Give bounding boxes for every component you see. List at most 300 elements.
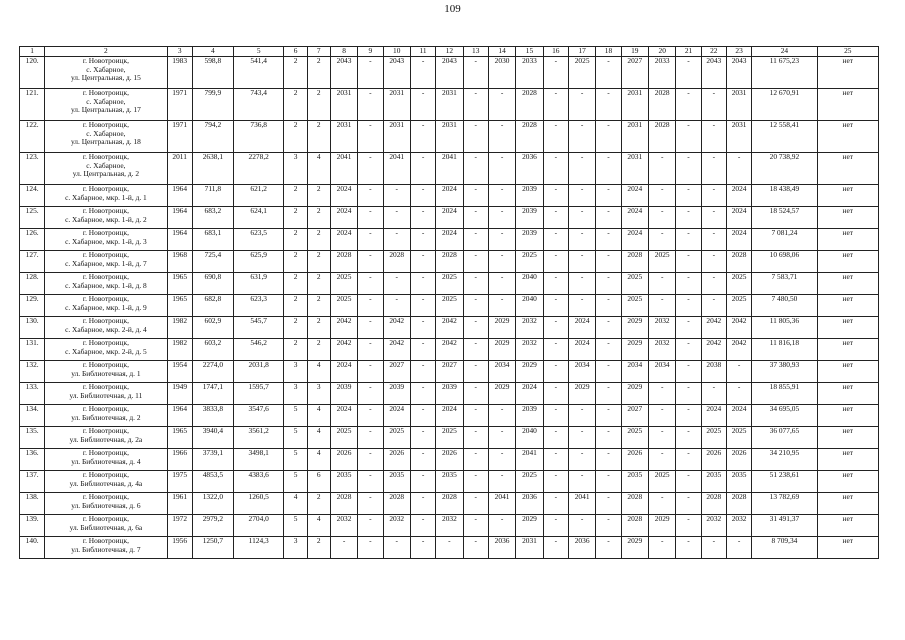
value-cell: 2042: [330, 317, 357, 339]
address-cell: г. Новотроицк, с. Хабарное, мкр. 1-й, д. 8: [45, 273, 167, 295]
value-cell: -: [568, 405, 595, 427]
area-cell: 2638,1: [192, 153, 233, 185]
value-cell: 5: [284, 515, 307, 537]
value-cell: -: [596, 121, 621, 153]
value-cell: 2024: [568, 317, 595, 339]
value-cell: -: [568, 121, 595, 153]
area-cell: 690,8: [192, 273, 233, 295]
value-cell: 2032: [701, 515, 726, 537]
value-cell: -: [410, 121, 435, 153]
column-number-10: 10: [383, 47, 410, 57]
value-cell: -: [543, 427, 568, 449]
cost-cell: 11 805,36: [752, 317, 817, 339]
cost-cell: 34 695,05: [752, 405, 817, 427]
value-cell: -: [701, 121, 726, 153]
value-cell: -: [358, 251, 383, 273]
table-row: [20, 185, 879, 207]
value-cell: 2041: [568, 493, 595, 515]
value-cell: -: [383, 207, 410, 229]
value-cell: 2024: [436, 207, 463, 229]
area-cell: 794,2: [192, 121, 233, 153]
cost-cell: 10 698,06: [752, 251, 817, 273]
value-cell: 2: [307, 493, 330, 515]
value-cell: 2024: [436, 229, 463, 251]
value-cell: -: [488, 405, 515, 427]
value-cell: -: [358, 361, 383, 383]
value-cell: -: [568, 207, 595, 229]
column-number-4: 4: [192, 47, 233, 57]
value-cell: 2: [284, 229, 307, 251]
value-cell: -: [726, 383, 751, 405]
value-cell: -: [463, 57, 488, 89]
value-cell: 6: [307, 471, 330, 493]
value-cell: -: [649, 383, 676, 405]
value-cell: 2028: [649, 89, 676, 121]
address-cell: г. Новотроицк, ул. Библиотечная, д. 7: [45, 537, 167, 559]
status-cell: нет: [817, 121, 878, 153]
value-cell: 2025: [568, 57, 595, 89]
address-cell: г. Новотроицк, с. Хабарное, мкр. 1-й, д. 1: [45, 185, 167, 207]
value-cell: 2034: [568, 361, 595, 383]
address-cell: г. Новотроицк, с. Хабарное, мкр. 2-й, д. 4: [45, 317, 167, 339]
value-cell: 2025: [330, 295, 357, 317]
value-cell: -: [543, 493, 568, 515]
value-cell: -: [676, 153, 701, 185]
value-cell: 2: [307, 229, 330, 251]
value-cell: 1966: [167, 449, 192, 471]
value-cell: 2036: [516, 493, 543, 515]
value-cell: 2029: [649, 515, 676, 537]
value-cell: 2039: [516, 207, 543, 229]
value-cell: -: [358, 229, 383, 251]
value-cell: -: [676, 185, 701, 207]
value-cell: -: [701, 383, 726, 405]
value-cell: 4: [307, 515, 330, 537]
value-cell: 2034: [488, 361, 515, 383]
value-cell: -: [488, 471, 515, 493]
value-cell: 2025: [621, 427, 648, 449]
value-cell: 2027: [383, 361, 410, 383]
value-cell: -: [676, 493, 701, 515]
value-cell: -: [463, 153, 488, 185]
column-number-3: 3: [167, 47, 192, 57]
value-cell: 2031: [383, 121, 410, 153]
table-row: [20, 251, 879, 273]
table-row: [20, 449, 879, 471]
column-number-11: 11: [410, 47, 435, 57]
value-cell: 1968: [167, 251, 192, 273]
value-cell: 2024: [621, 185, 648, 207]
status-cell: нет: [817, 251, 878, 273]
row-number-cell: 123.: [20, 153, 45, 185]
address-cell: г. Новотроицк, ул. Библиотечная, д. 4а: [45, 471, 167, 493]
value-cell: -: [543, 537, 568, 559]
value-cell: -: [543, 449, 568, 471]
cost-cell: 12 558,41: [752, 121, 817, 153]
column-number-12: 12: [436, 47, 463, 57]
column-number-row: [20, 47, 879, 57]
value-cell: -: [488, 207, 515, 229]
value-cell: -: [383, 295, 410, 317]
row-number-cell: 140.: [20, 537, 45, 559]
value-cell: 1965: [167, 295, 192, 317]
area-cell: 725,4: [192, 251, 233, 273]
value-cell: 2028: [383, 251, 410, 273]
value-cell: 2024: [436, 405, 463, 427]
value-cell: -: [410, 339, 435, 361]
area-cell: 3547,6: [233, 405, 284, 427]
value-cell: -: [676, 537, 701, 559]
cost-cell: 7 583,71: [752, 273, 817, 295]
value-cell: -: [383, 185, 410, 207]
value-cell: 5: [284, 405, 307, 427]
value-cell: 2025: [621, 273, 648, 295]
value-cell: -: [649, 493, 676, 515]
value-cell: 2040: [516, 273, 543, 295]
column-number-1: 1: [20, 47, 45, 57]
value-cell: 2025: [330, 273, 357, 295]
value-cell: -: [676, 121, 701, 153]
value-cell: 2032: [649, 317, 676, 339]
value-cell: 2: [284, 185, 307, 207]
row-number-cell: 128.: [20, 273, 45, 295]
value-cell: -: [596, 339, 621, 361]
value-cell: 2025: [726, 295, 751, 317]
value-cell: -: [676, 317, 701, 339]
value-cell: -: [463, 273, 488, 295]
column-number-8: 8: [330, 47, 357, 57]
value-cell: -: [488, 515, 515, 537]
cost-cell: 7 081,24: [752, 229, 817, 251]
value-cell: 4: [284, 493, 307, 515]
value-cell: 2024: [568, 339, 595, 361]
value-cell: 2029: [621, 537, 648, 559]
value-cell: 2043: [726, 57, 751, 89]
value-cell: 1971: [167, 89, 192, 121]
value-cell: -: [410, 317, 435, 339]
row-number-cell: 126.: [20, 229, 45, 251]
value-cell: 2042: [436, 317, 463, 339]
value-cell: -: [676, 89, 701, 121]
value-cell: 2025: [726, 427, 751, 449]
row-number-cell: 122.: [20, 121, 45, 153]
address-cell: г. Новотроицк, ул. Библиотечная, д. 2а: [45, 427, 167, 449]
value-cell: -: [410, 229, 435, 251]
value-cell: 2: [307, 57, 330, 89]
value-cell: -: [701, 273, 726, 295]
value-cell: 2035: [726, 471, 751, 493]
cost-cell: 12 670,91: [752, 89, 817, 121]
row-number-cell: 120.: [20, 57, 45, 89]
value-cell: 2031: [726, 121, 751, 153]
area-cell: 1260,5: [233, 493, 284, 515]
value-cell: 2039: [516, 229, 543, 251]
cost-cell: 51 238,61: [752, 471, 817, 493]
status-cell: нет: [817, 339, 878, 361]
value-cell: -: [701, 153, 726, 185]
value-cell: -: [463, 537, 488, 559]
area-cell: 621,2: [233, 185, 284, 207]
value-cell: -: [596, 57, 621, 89]
value-cell: -: [596, 537, 621, 559]
table-row: [20, 493, 879, 515]
address-cell: г. Новотроицк, ул. Библиотечная, д. 6а: [45, 515, 167, 537]
value-cell: 2042: [701, 339, 726, 361]
table-row: [20, 471, 879, 493]
column-number-2: 2: [45, 47, 167, 57]
value-cell: 1965: [167, 273, 192, 295]
value-cell: 2042: [383, 317, 410, 339]
value-cell: -: [463, 229, 488, 251]
value-cell: 2042: [726, 317, 751, 339]
value-cell: 2026: [726, 449, 751, 471]
value-cell: 2039: [383, 383, 410, 405]
value-cell: -: [358, 207, 383, 229]
status-cell: нет: [817, 185, 878, 207]
address-cell: г. Новотроицк, с. Хабарное, мкр. 1-й, д. 7: [45, 251, 167, 273]
cost-cell: 13 782,69: [752, 493, 817, 515]
value-cell: 2028: [330, 251, 357, 273]
value-cell: 2: [307, 537, 330, 559]
value-cell: 2030: [488, 57, 515, 89]
value-cell: 2032: [436, 515, 463, 537]
value-cell: 2040: [516, 427, 543, 449]
status-cell: нет: [817, 383, 878, 405]
value-cell: -: [543, 361, 568, 383]
value-cell: 2032: [726, 515, 751, 537]
value-cell: 2: [284, 207, 307, 229]
table-row: [20, 339, 879, 361]
value-cell: -: [596, 207, 621, 229]
address-cell: г. Новотроицк, ул. Библиотечная, д. 1: [45, 361, 167, 383]
value-cell: -: [649, 229, 676, 251]
value-cell: 2024: [436, 185, 463, 207]
value-cell: -: [543, 153, 568, 185]
value-cell: 2041: [383, 153, 410, 185]
area-cell: 1595,7: [233, 383, 284, 405]
table-row: [20, 317, 879, 339]
page-number: 109: [444, 3, 461, 15]
value-cell: 2032: [383, 515, 410, 537]
housing-register-table: [19, 46, 879, 559]
status-cell: нет: [817, 515, 878, 537]
value-cell: -: [543, 57, 568, 89]
value-cell: 1964: [167, 405, 192, 427]
value-cell: 2035: [330, 471, 357, 493]
value-cell: -: [649, 427, 676, 449]
column-number-13: 13: [463, 47, 488, 57]
value-cell: 2: [284, 89, 307, 121]
value-cell: -: [596, 361, 621, 383]
value-cell: -: [463, 427, 488, 449]
value-cell: 2041: [436, 153, 463, 185]
status-cell: нет: [817, 471, 878, 493]
value-cell: 2028: [726, 251, 751, 273]
row-number-cell: 129.: [20, 295, 45, 317]
value-cell: -: [488, 273, 515, 295]
area-cell: 598,8: [192, 57, 233, 89]
value-cell: 2034: [621, 361, 648, 383]
area-cell: 711,8: [192, 185, 233, 207]
value-cell: 2027: [621, 57, 648, 89]
value-cell: -: [358, 383, 383, 405]
table-row: [20, 361, 879, 383]
value-cell: -: [410, 449, 435, 471]
value-cell: -: [596, 493, 621, 515]
value-cell: 2042: [701, 317, 726, 339]
value-cell: -: [358, 121, 383, 153]
value-cell: -: [358, 339, 383, 361]
value-cell: 1956: [167, 537, 192, 559]
value-cell: 2039: [516, 405, 543, 427]
table-row: [20, 537, 879, 559]
value-cell: 2025: [649, 251, 676, 273]
value-cell: -: [410, 515, 435, 537]
status-cell: нет: [817, 153, 878, 185]
value-cell: 4: [307, 405, 330, 427]
value-cell: 1983: [167, 57, 192, 89]
value-cell: -: [358, 515, 383, 537]
value-cell: 2027: [621, 405, 648, 427]
value-cell: 4: [307, 153, 330, 185]
value-cell: -: [410, 405, 435, 427]
value-cell: 2028: [383, 493, 410, 515]
value-cell: -: [596, 89, 621, 121]
value-cell: 1964: [167, 207, 192, 229]
area-cell: 602,9: [192, 317, 233, 339]
value-cell: -: [463, 471, 488, 493]
value-cell: 2025: [436, 273, 463, 295]
value-cell: 5: [284, 427, 307, 449]
value-cell: -: [543, 207, 568, 229]
row-number-cell: 127.: [20, 251, 45, 273]
value-cell: -: [543, 273, 568, 295]
value-cell: 2031: [621, 121, 648, 153]
area-cell: 2278,2: [233, 153, 284, 185]
value-cell: -: [596, 295, 621, 317]
value-cell: -: [543, 339, 568, 361]
table-row: [20, 207, 879, 229]
row-number-cell: 136.: [20, 449, 45, 471]
value-cell: -: [568, 89, 595, 121]
cost-cell: 8 709,34: [752, 537, 817, 559]
value-cell: -: [676, 471, 701, 493]
value-cell: -: [543, 251, 568, 273]
value-cell: 1949: [167, 383, 192, 405]
status-cell: нет: [817, 537, 878, 559]
value-cell: 2025: [621, 295, 648, 317]
value-cell: 2: [284, 339, 307, 361]
value-cell: 2031: [436, 121, 463, 153]
value-cell: 2028: [649, 121, 676, 153]
column-number-21: 21: [676, 47, 701, 57]
value-cell: -: [410, 57, 435, 89]
value-cell: -: [463, 251, 488, 273]
area-cell: 799,9: [192, 89, 233, 121]
value-cell: 2024: [726, 405, 751, 427]
value-cell: -: [358, 273, 383, 295]
value-cell: 2028: [516, 121, 543, 153]
value-cell: 2028: [621, 515, 648, 537]
value-cell: 5: [284, 449, 307, 471]
cost-cell: 37 380,93: [752, 361, 817, 383]
value-cell: -: [488, 89, 515, 121]
value-cell: 2: [307, 273, 330, 295]
column-number-5: 5: [233, 47, 284, 57]
value-cell: -: [701, 89, 726, 121]
cost-cell: 11 816,18: [752, 339, 817, 361]
status-cell: нет: [817, 207, 878, 229]
value-cell: -: [676, 339, 701, 361]
value-cell: 2: [307, 207, 330, 229]
value-cell: -: [543, 185, 568, 207]
value-cell: 2024: [330, 405, 357, 427]
value-cell: 2: [284, 251, 307, 273]
value-cell: -: [543, 89, 568, 121]
area-cell: 682,8: [192, 295, 233, 317]
value-cell: -: [596, 427, 621, 449]
value-cell: -: [568, 229, 595, 251]
value-cell: -: [463, 361, 488, 383]
area-cell: 625,9: [233, 251, 284, 273]
value-cell: -: [676, 57, 701, 89]
value-cell: 1961: [167, 493, 192, 515]
value-cell: 2032: [330, 515, 357, 537]
value-cell: -: [726, 361, 751, 383]
value-cell: -: [358, 57, 383, 89]
value-cell: 2043: [330, 57, 357, 89]
cost-cell: 34 210,95: [752, 449, 817, 471]
address-cell: г. Новотроицк, с. Хабарное, мкр. 1-й, д. 9: [45, 295, 167, 317]
value-cell: 2033: [516, 57, 543, 89]
value-cell: -: [543, 471, 568, 493]
value-cell: -: [358, 317, 383, 339]
cost-cell: 7 480,50: [752, 295, 817, 317]
value-cell: 2025: [516, 251, 543, 273]
value-cell: -: [463, 383, 488, 405]
address-cell: г. Новотроицк, ул. Библиотечная, д. 6: [45, 493, 167, 515]
value-cell: 2029: [621, 317, 648, 339]
value-cell: -: [358, 153, 383, 185]
value-cell: 4: [307, 361, 330, 383]
value-cell: 2031: [436, 89, 463, 121]
value-cell: -: [596, 251, 621, 273]
value-cell: -: [649, 207, 676, 229]
value-cell: -: [463, 449, 488, 471]
value-cell: -: [649, 537, 676, 559]
row-number-cell: 131.: [20, 339, 45, 361]
cost-cell: 20 738,92: [752, 153, 817, 185]
value-cell: -: [543, 383, 568, 405]
area-cell: 3940,4: [192, 427, 233, 449]
value-cell: 2026: [383, 449, 410, 471]
value-cell: -: [649, 449, 676, 471]
value-cell: 2025: [383, 427, 410, 449]
address-cell: г. Новотроицк, ул. Библиотечная, д. 4: [45, 449, 167, 471]
area-cell: 743,4: [233, 89, 284, 121]
value-cell: 1982: [167, 339, 192, 361]
table-row: [20, 89, 879, 121]
address-cell: г. Новотроицк, с. Хабарное, мкр. 1-й, д. 3: [45, 229, 167, 251]
value-cell: 2: [307, 89, 330, 121]
value-cell: 3: [284, 153, 307, 185]
value-cell: -: [676, 405, 701, 427]
value-cell: 4: [307, 449, 330, 471]
value-cell: 2042: [436, 339, 463, 361]
column-number-24: 24: [752, 47, 817, 57]
value-cell: 2024: [621, 207, 648, 229]
value-cell: -: [701, 185, 726, 207]
